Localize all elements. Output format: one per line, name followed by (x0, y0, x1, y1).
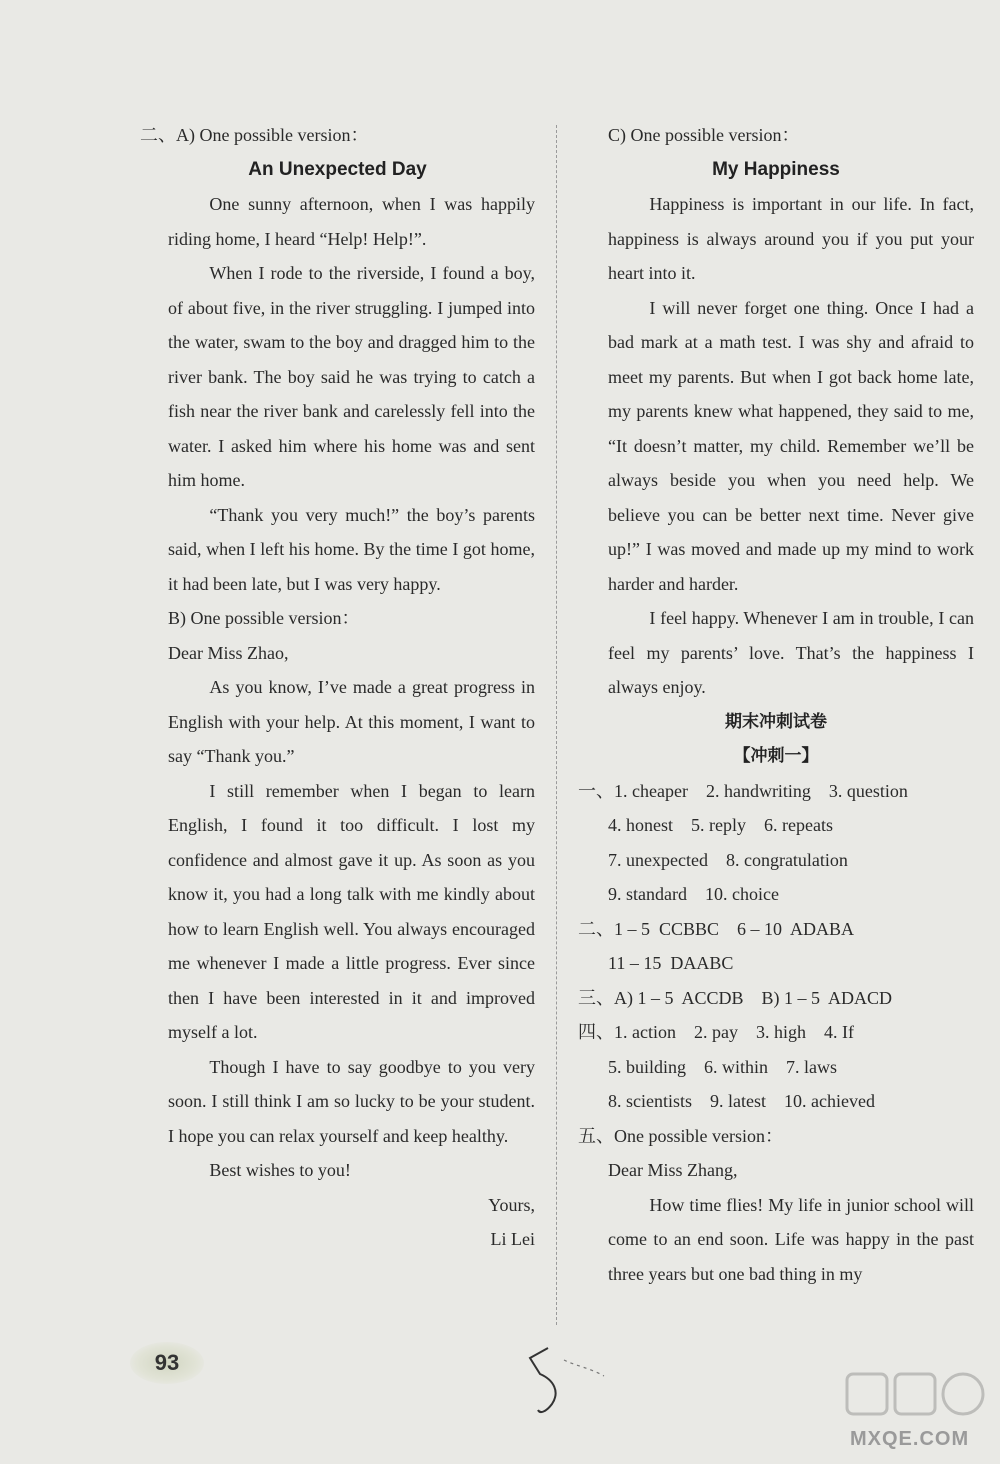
essay-c-paragraph-2: I will never forget one thing. Once I had a bad mark at a math test. I was shy and afraid to meet my parents. But when I got back home late, my parents knew what happened, they said to me, “It doesn’t matter, my child. Remember we’ll be always beside you when you need help. We believe you can be better next time. Never give up!” I was moved and made up my mind to work harder and harder. (608, 297, 974, 594)
answer-site-logo-watermark (845, 1368, 985, 1424)
answers-part-two-row-1: 二、1 – 5 CCBBC 6 – 10 ADABA (578, 918, 855, 939)
answers-part-one-row-3: 7. unexpected 8. congratulation (608, 849, 848, 870)
essay-title-unexpected-day: An Unexpected Day (248, 158, 427, 180)
page-number: 93 (130, 1342, 204, 1384)
answers-part-four-row-2: 5. building 6. within 7. laws (608, 1056, 837, 1077)
essay-a-paragraph-1: One sunny afternoon, when I was happily riding home, I heard “Help! Help!”. (168, 194, 535, 249)
right-column (578, 118, 974, 1291)
answers-part-one-row-2: 4. honest 5. reply 6. repeats (608, 815, 833, 835)
essay-a-paragraph-2: When I rode to the riverside, I found a boy, of about five, in the river struggling. I jumped into the water, swam to the boy and dragged him to the river bank. The boy said he was trying to catch a fish near the river bank and carelessly fell into the water. I asked him where his home was and sent him home. (168, 263, 535, 490)
essay-c-paragraph-3: I feel happy. Whenever I am in trouble, I can feel my parents’ love. That’s the happiness I always enjoy. (608, 608, 974, 697)
column-divider (556, 125, 557, 1325)
essay-c-paragraph-1: Happiness is important in our life. In fact, happiness is always around you if you put your heart into it. (608, 194, 974, 283)
sprint-one-subtitle: 【冲刺一】 (733, 746, 819, 766)
answers-part-four-row-3: 8. scientists 9. latest 10. achieved (608, 1091, 875, 1111)
letter-b-paragraph-4: Best wishes to you! (209, 1160, 351, 1180)
section-five-heading: 五、One possible version： (578, 1125, 783, 1146)
answers-part-one-row-1: 一、1. cheaper 2. handwriting 3. question (578, 780, 908, 801)
letter-b-closing: Yours, (488, 1194, 535, 1215)
answers-part-two-row-2: 11 – 15 DAABC (608, 953, 734, 973)
letter-b-signature: Li Lei (490, 1229, 535, 1249)
watermark-site-text: MXQE.COM (850, 1428, 970, 1450)
letter-five-salutation: Dear Miss Zhang, (608, 1160, 738, 1180)
section-b-heading: B) One possible version： (168, 608, 360, 628)
answers-part-four-row-1: 四、1. action 2. pay 3. high 4. If (578, 1022, 854, 1042)
letter-b-paragraph-2: I still remember when I began to learn English, I found it too difficult. I lost my confidence and almost gave it up. As soon as you know it, you had a long talk with me kindly about how to learn English well. You always encouraged me whenever I made a little progress. Ever since then I have been interested in it and improved myself a lot. (168, 780, 535, 1042)
section-two-a-heading: 二、A) One possible version： (140, 125, 369, 145)
pen-scribble-mark (520, 1340, 630, 1420)
letter-five-paragraph: How time flies! My life in junior school will come to an end soon. Life was happy in the past three years but one bad thing in my (608, 1194, 974, 1284)
letter-b-salutation: Dear Miss Zhao, (168, 642, 289, 663)
section-c-heading: C) One possible version： (608, 125, 800, 145)
essay-a-paragraph-3: “Thank you very much!” the boy’s parents said, when I left his home. By the time I got home, it had been late, but I was very happy. (168, 504, 535, 594)
answers-part-one-row-4: 9. standard 10. choice (608, 884, 779, 904)
letter-b-paragraph-1: As you know, I’ve made a great progress in English with your help. At this moment, I want to say “Thank you.” (168, 677, 535, 766)
letter-b-paragraph-3: Though I have to say goodbye to you very soon. I still think I am so lucky to be your student. I hope you can relax yourself and keep healthy. (168, 1056, 535, 1146)
essay-title-my-happiness: My Happiness (712, 158, 840, 180)
left-column (140, 118, 535, 1257)
final-exam-section-title: 期末冲刺试卷 (725, 711, 827, 732)
answers-part-three: 三、A) 1 – 5 ACCDB B) 1 – 5 ADACD (578, 987, 893, 1008)
